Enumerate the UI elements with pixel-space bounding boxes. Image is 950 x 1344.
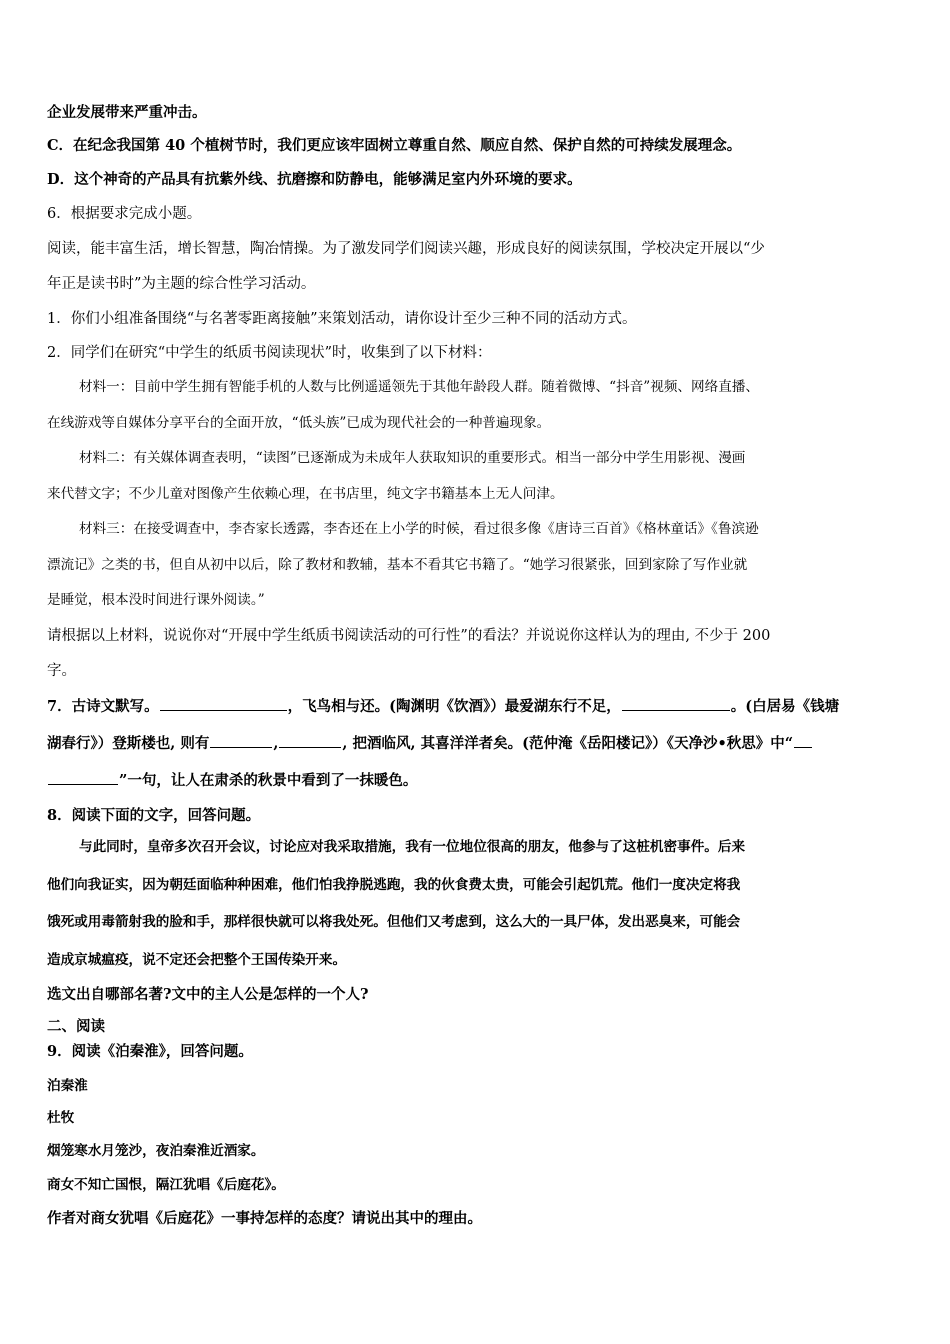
question-7-text: 湖春行》）登斯楼也, 则有 [47, 735, 210, 752]
option-d: D．这个神奇的产品具有抗紫外线、抗磨擦和防静电，能够满足室内外环境的要求。 [47, 171, 582, 188]
answer-blank[interactable] [622, 696, 730, 711]
question-6-prompt: 字。 [47, 663, 76, 679]
poem-title: 泊秦淮 [47, 1078, 88, 1094]
material-1-line: 在线游戏等自媒体分享平台的全面开放，“低头族”已成为现代社会的一种普遍现象。 [47, 415, 551, 431]
question-8-title: 8．阅读下面的文字，回答问题。 [47, 807, 261, 824]
question-7-line [47, 770, 417, 791]
reading-passage-line: 饿死或用毒箭射我的脸和手，那样很快就可以将我处死。但他们又考虑到，这么大的一具尸体，发出恶臭来，可能会 [47, 914, 741, 930]
material-1-line: 材料一：目前中学生拥有智能手机的人数与比例遥遥领先于其他年龄段人群。随着微博、“抖音”视频、网络直播、 [79, 379, 759, 395]
question-6-prompt: 请根据以上材料，说说你对“开展中学生纸质书阅读活动的可行性”的看法？并说说你这样认为的理由, 不少于 200 [47, 628, 771, 644]
intro-paragraph-line: 年正是读书时”为主题的综合性学习活动。 [47, 276, 316, 292]
question-7-label: 7．古诗文默写。 [47, 698, 159, 715]
question-7-text: , 把酒临风, 其喜洋洋者矣。(范仲淹《岳阳楼记》）《天净沙•秋思》中“ [342, 735, 794, 752]
question-7-line [47, 696, 839, 717]
answer-blank[interactable] [160, 696, 287, 711]
question-9-prompt: 作者对商女犹唱《后庭花》一事持怎样的态度？请说出其中的理由。 [47, 1210, 482, 1227]
question-8-prompt: 选文出自哪部名著?文中的主人公是怎样的一个人? [47, 986, 369, 1003]
question-9-title: 9．阅读《泊秦淮》，回答问题。 [47, 1043, 253, 1060]
sub-question-1: 1．你们小组准备围绕“与名著零距离接触”来策划活动，请你设计至少三种不同的活动方式。 [47, 311, 637, 327]
section-heading: 二、阅读 [47, 1018, 105, 1035]
question-7-text: ”一句，让人在肃杀的秋景中看到了一抹暖色。 [119, 772, 418, 789]
material-2-line: 来代替文字；不少儿童对图像产生依赖心理，在书店里，纯文字书籍基本上无人问津。 [47, 486, 564, 502]
material-2-line: 材料二：有关媒体调查表明，“读图”已逐渐成为未成年人获取知识的重要形式。相当一部分中学生用影视、漫画 [79, 450, 746, 466]
answer-blank[interactable] [794, 733, 812, 748]
option-c: C．在纪念我国第 40 个植树节时，我们更应该牢固树立尊重自然、顺应自然、保护自然的可持续发展理念。 [47, 137, 742, 154]
answer-blank[interactable] [48, 770, 118, 785]
material-3-line: 材料三：在接受调查中，李杏家长透露，李杏还在上小学的时候，看过很多像《唐诗三百首》《格林童话》《鲁滨逊 [79, 521, 759, 537]
sub-question-2: 2．同学们在研究“中学生的纸质书阅读现状”时，收集到了以下材料： [47, 345, 492, 361]
question-6-title: 6．根据要求完成小题。 [47, 206, 202, 222]
reading-passage-line: 与此同时，皇帝多次召开会议，讨论应对我采取措施，我有一位地位很高的朋友，他参与了这桩机密事件。后来 [79, 839, 746, 855]
answer-blank[interactable] [210, 733, 272, 748]
text-line: 企业发展带来严重冲击。 [47, 104, 207, 121]
reading-passage-line: 造成京城瘟疫，说不定还会把整个王国传染开来。 [47, 952, 347, 968]
material-3-line: 漂流记》之类的书，但自从初中以后，除了教材和教辅，基本不看其它书籍了。“她学习很紧张，回到家除了写作业就 [47, 557, 748, 573]
question-7-text: , [273, 735, 279, 752]
question-7-text: 。(白居易《钱塘 [730, 698, 840, 715]
material-3-line: 是睡觉，根本没时间进行课外阅读。” [47, 592, 265, 608]
poem-line: 烟笼寒水月笼沙，夜泊秦淮近酒家。 [47, 1143, 265, 1159]
reading-passage-line: 他们向我证实，因为朝廷面临种种困难，他们怕我挣脱逃跑，我的伙食费太贵，可能会引起饥荒。他们一度决定将我 [47, 877, 741, 893]
intro-paragraph-line: 阅读，能丰富生活，增长智慧，陶冶情操。为了激发同学们阅读兴趣，形成良好的阅读氛围，学校决定开展以“少 [47, 241, 765, 257]
question-7-text: ，飞鸟相与还。(陶渊明《饮酒》）最爱湖东行不足， [287, 698, 621, 715]
answer-blank[interactable] [279, 733, 341, 748]
poem-author: 杜牧 [47, 1110, 75, 1126]
question-7-line [47, 733, 813, 754]
poem-line: 商女不知亡国恨，隔江犹唱《后庭花》。 [47, 1177, 285, 1193]
